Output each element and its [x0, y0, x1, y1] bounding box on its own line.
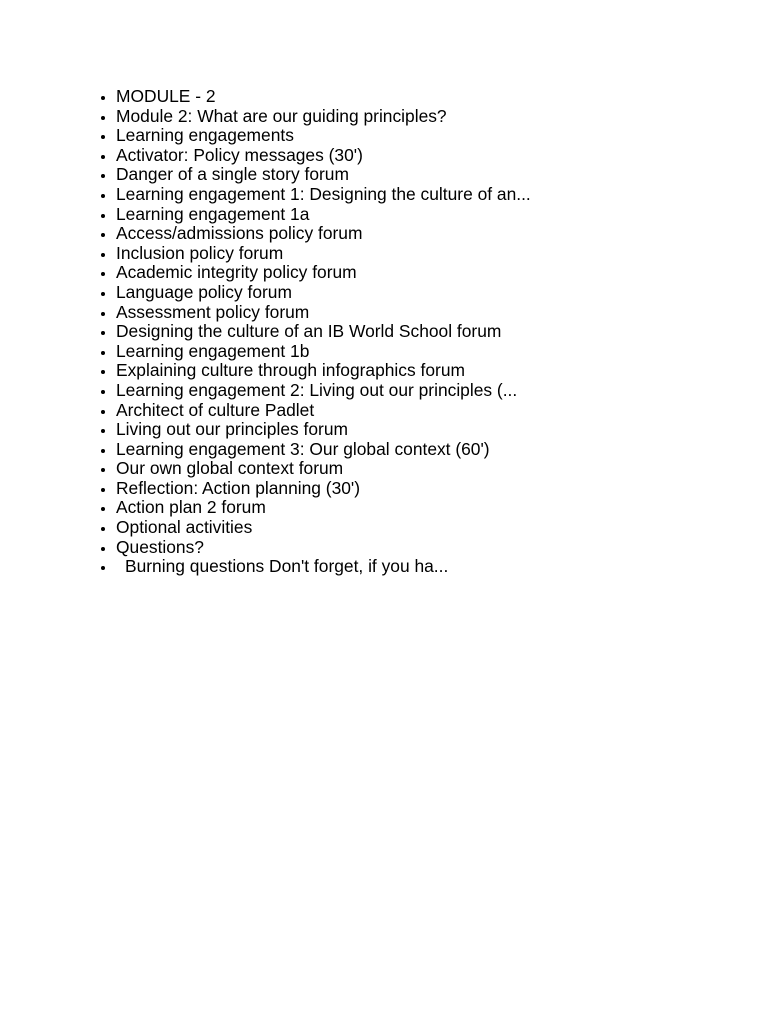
list-item-text: Questions? — [116, 536, 204, 557]
list-item-text: Burning questions Don't forget, if you ha... — [125, 556, 449, 577]
list-item — [116, 557, 531, 577]
list-item — [116, 185, 531, 205]
list-item-text: Learning engagement 3: Our global context (60') — [116, 438, 490, 459]
list-item — [116, 479, 531, 499]
list-item-text: Learning engagement 2: Living out our principles (... — [116, 379, 518, 400]
list-item-text: Designing the culture of an IB World School forum — [116, 321, 502, 342]
list-item-text: Living out our principles forum — [116, 419, 348, 440]
list-item — [116, 342, 531, 362]
list-item-text: Module 2: What are our guiding principles? — [116, 105, 447, 126]
list-item-text: Our own global context forum — [116, 458, 344, 479]
list-item-text: Activator: Policy messages (30') — [116, 144, 363, 165]
list-item — [116, 381, 531, 401]
list-item-text: Academic integrity policy forum — [116, 262, 357, 283]
list-item — [116, 361, 531, 381]
list-item — [116, 87, 531, 107]
list-item-text: Learning engagement 1a — [116, 203, 310, 224]
list-item-text: Action plan 2 forum — [116, 497, 266, 518]
list-item — [116, 440, 531, 460]
list-item-text: Reflection: Action planning (30') — [116, 477, 361, 498]
list-item — [116, 498, 531, 518]
list-item-text: MODULE - 2 — [116, 86, 216, 106]
list-item — [116, 303, 531, 323]
list-item — [116, 165, 531, 185]
list-item-text: Assessment policy forum — [116, 301, 310, 322]
list-item-text: Inclusion policy forum — [116, 242, 284, 263]
list-item-text: Learning engagements — [116, 125, 294, 146]
list-item — [116, 205, 531, 225]
list-item — [116, 322, 531, 342]
list-item — [116, 518, 531, 538]
list-item-text: Language policy forum — [116, 281, 292, 302]
module-outline-list — [116, 87, 531, 577]
list-item-text: Optional activities — [116, 517, 253, 538]
list-item-text: Explaining culture through infographics forum — [116, 360, 465, 381]
list-item-text: Architect of culture Padlet — [116, 399, 315, 420]
list-item — [116, 107, 531, 127]
list-item — [116, 420, 531, 440]
list-item-text: Danger of a single story forum — [116, 164, 349, 185]
list-item — [116, 263, 531, 283]
list-item — [116, 459, 531, 479]
list-item — [116, 224, 531, 244]
list-item-text: Access/admissions policy forum — [116, 223, 363, 244]
list-item-text: Learning engagement 1b — [116, 340, 310, 361]
list-item — [116, 146, 531, 166]
list-item — [116, 538, 531, 558]
list-item-text: Learning engagement 1: Designing the culture of an... — [116, 183, 531, 204]
list-item — [116, 283, 531, 303]
list-item — [116, 126, 531, 146]
list-item — [116, 244, 531, 264]
list-item — [116, 401, 531, 421]
